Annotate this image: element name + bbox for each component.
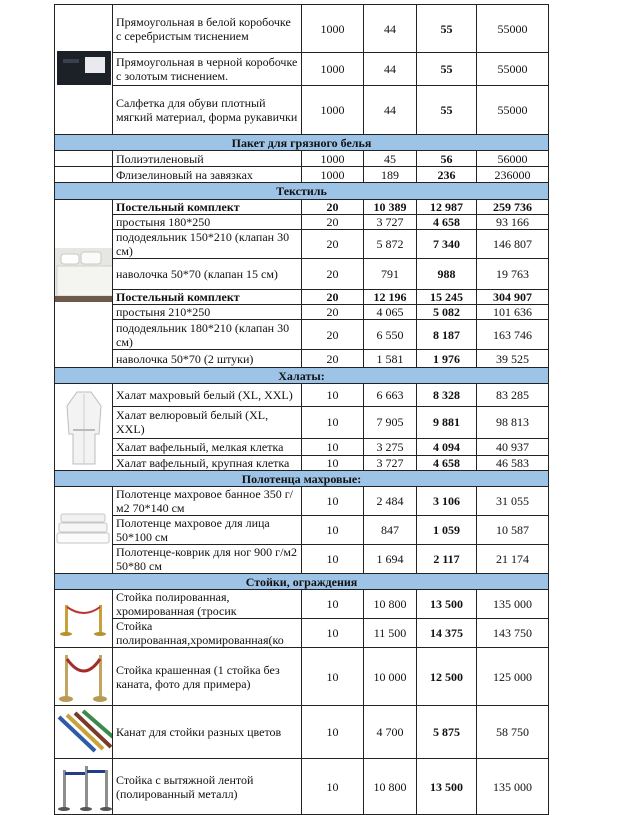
item-total: 55000: [477, 86, 549, 135]
table-row: [55, 86, 549, 135]
item-name: Флизелиновый на завязках: [113, 167, 302, 183]
item-total: 10 587: [477, 516, 549, 545]
item-cost: 791: [364, 259, 417, 290]
section-header-row: [55, 471, 549, 487]
bathrobe-photo: [55, 384, 113, 471]
towels-photo: [55, 487, 113, 574]
item-name: Халат велюровый белый (XL, XXL): [113, 406, 302, 439]
item-name: Стойка полированная, хромированная (тросик: [113, 590, 302, 619]
item-qty: 1000: [302, 86, 364, 135]
item-name: Постельный комплект: [113, 200, 302, 215]
item-qty: 1000: [302, 151, 364, 167]
item-price: 12 987: [417, 200, 477, 215]
item-cost: 6 663: [364, 384, 417, 407]
item-qty: 10: [302, 545, 364, 574]
item-name: Полиэтиленовый: [113, 151, 302, 167]
item-total: 31 055: [477, 487, 549, 516]
item-name: Постельный комплект: [113, 290, 302, 305]
item-cost: 7 905: [364, 406, 417, 439]
item-name: пододеяльник 180*210 (клапан 30 см): [113, 320, 302, 350]
item-cost: 3 727: [364, 455, 417, 470]
item-qty: 10: [302, 759, 364, 815]
item-price: 9 881: [417, 406, 477, 439]
item-cost: 45: [364, 151, 417, 167]
table-row: [55, 5, 549, 53]
item-name: Прямоугольная в белой коробочке с серебристым тиснением: [113, 5, 302, 53]
section-header-row: [55, 135, 549, 151]
stanchion-rope-photo: [55, 590, 113, 648]
item-total: 163 746: [477, 320, 549, 350]
item-name: Стойка с вытяжной лентой (полированный металл): [113, 759, 302, 815]
item-price: 7 340: [417, 230, 477, 259]
section-title: Стойки, ограждения: [55, 574, 549, 590]
section-header-row: [55, 183, 549, 200]
item-total: 55000: [477, 53, 549, 86]
item-qty: 10: [302, 439, 364, 455]
item-name: Полотенце-коврик для ног 900 г/м2 50*80 см: [113, 545, 302, 574]
item-name: Салфетка для обуви плотный мягкий материал, форма рукавички: [113, 86, 302, 135]
item-name: пододеяльник 150*210 (клапан 30 см): [113, 230, 302, 259]
item-total: 304 907: [477, 290, 549, 305]
item-cost: 44: [364, 86, 417, 135]
table-row: [55, 455, 549, 470]
item-total: 93 166: [477, 215, 549, 230]
table-row: [55, 259, 549, 290]
item-price: 988: [417, 259, 477, 290]
item-price: 236: [417, 167, 477, 183]
item-cost: 1 694: [364, 545, 417, 574]
table-row: [55, 290, 549, 305]
item-name: Полотенце махровое банное 350 г/м2 70*140 см: [113, 487, 302, 516]
table-row: [55, 320, 549, 350]
item-name: Прямоугольная в черной коробочке с золотым тиснением.: [113, 53, 302, 86]
item-qty: 20: [302, 290, 364, 305]
table-row: [55, 648, 549, 706]
item-price: 8 187: [417, 320, 477, 350]
section-header-row: [55, 574, 549, 590]
item-qty: 1000: [302, 167, 364, 183]
item-qty: 1000: [302, 53, 364, 86]
item-qty: 10: [302, 648, 364, 706]
item-cost: 847: [364, 516, 417, 545]
item-total: 83 285: [477, 384, 549, 407]
item-name: Халат махровый белый (XL, XXL): [113, 384, 302, 407]
slipper-box-photo: [55, 5, 113, 135]
item-qty: 1000: [302, 5, 364, 53]
table-row: [55, 384, 549, 407]
table-row: [55, 151, 549, 167]
item-price: 56: [417, 151, 477, 167]
item-qty: 10: [302, 384, 364, 407]
item-total: 135 000: [477, 759, 549, 815]
item-cost: 12 196: [364, 290, 417, 305]
table-row: [55, 439, 549, 455]
item-price: 5 875: [417, 706, 477, 759]
item-cost: 10 000: [364, 648, 417, 706]
item-total: 236000: [477, 167, 549, 183]
item-price: 13 500: [417, 759, 477, 815]
item-total: 143 750: [477, 619, 549, 648]
item-price: 55: [417, 53, 477, 86]
item-name: простыня 180*250: [113, 215, 302, 230]
item-cost: 4 065: [364, 305, 417, 320]
table-row: [55, 215, 549, 230]
table-row: [55, 350, 549, 368]
item-qty: 10: [302, 487, 364, 516]
table-row: [55, 759, 549, 815]
empty-photo-cell: [55, 151, 113, 167]
table-row: [55, 706, 549, 759]
item-name: Халат вафельный, мелкая клетка: [113, 439, 302, 455]
section-title: Халаты:: [55, 368, 549, 384]
item-price: 55: [417, 5, 477, 53]
item-cost: 44: [364, 53, 417, 86]
item-price: 4 658: [417, 215, 477, 230]
item-price: 2 117: [417, 545, 477, 574]
item-price: 55: [417, 86, 477, 135]
table-row: [55, 619, 549, 648]
item-cost: 10 800: [364, 590, 417, 619]
item-name: Стойка крашенная (1 стойка без каната, фото для примера): [113, 648, 302, 706]
item-cost: 4 700: [364, 706, 417, 759]
table-row: [55, 590, 549, 619]
item-cost: 1 581: [364, 350, 417, 368]
item-price: 13 500: [417, 590, 477, 619]
empty-photo-cell: [55, 167, 113, 183]
item-total: 101 636: [477, 305, 549, 320]
item-total: 55000: [477, 5, 549, 53]
item-total: 19 763: [477, 259, 549, 290]
item-price: 12 500: [417, 648, 477, 706]
stanchion-painted-photo: [55, 648, 113, 706]
item-total: 21 174: [477, 545, 549, 574]
item-name: Стойка полированная,хромированная(ко: [113, 619, 302, 648]
item-name: Канат для стойки разных цветов: [113, 706, 302, 759]
item-total: 259 736: [477, 200, 549, 215]
retractable-belt-stanchion-photo: [55, 759, 113, 815]
item-qty: 10: [302, 406, 364, 439]
table-row: [55, 53, 549, 86]
item-qty: 20: [302, 230, 364, 259]
item-cost: 6 550: [364, 320, 417, 350]
item-price: 8 328: [417, 384, 477, 407]
item-qty: 10: [302, 590, 364, 619]
item-qty: 20: [302, 350, 364, 368]
table-row: [55, 545, 549, 574]
table-row: [55, 230, 549, 259]
section-title: Полотенца махровые:: [55, 471, 549, 487]
item-price: 5 082: [417, 305, 477, 320]
item-cost: 44: [364, 5, 417, 53]
item-cost: 5 872: [364, 230, 417, 259]
item-qty: 20: [302, 200, 364, 215]
item-price: 14 375: [417, 619, 477, 648]
item-cost: 11 500: [364, 619, 417, 648]
item-cost: 10 800: [364, 759, 417, 815]
item-price: 15 245: [417, 290, 477, 305]
item-qty: 10: [302, 619, 364, 648]
item-total: 46 583: [477, 455, 549, 470]
section-title: Пакет для грязного белья: [55, 135, 549, 151]
item-cost: 3 727: [364, 215, 417, 230]
table-row: [55, 406, 549, 439]
item-total: 98 813: [477, 406, 549, 439]
item-cost: 189: [364, 167, 417, 183]
section-title: Текстиль: [55, 183, 549, 200]
item-total: 146 807: [477, 230, 549, 259]
item-qty: 10: [302, 516, 364, 545]
table-row: [55, 200, 549, 215]
section-header-row: [55, 368, 549, 384]
table-row: [55, 487, 549, 516]
item-total: 135 000: [477, 590, 549, 619]
item-qty: 20: [302, 259, 364, 290]
table-row: [55, 516, 549, 545]
item-name: наволочка 50*70 (2 штуки): [113, 350, 302, 368]
item-total: 56000: [477, 151, 549, 167]
item-price: 1 976: [417, 350, 477, 368]
item-price: 4 658: [417, 455, 477, 470]
item-qty: 10: [302, 455, 364, 470]
item-name: Полотенце махровое для лица 50*100 см: [113, 516, 302, 545]
item-qty: 20: [302, 320, 364, 350]
item-price: 4 094: [417, 439, 477, 455]
item-total: 39 525: [477, 350, 549, 368]
rope-colors-photo: [55, 706, 113, 759]
item-price: 3 106: [417, 487, 477, 516]
price-table: [54, 4, 549, 815]
bed-linen-photo: [55, 200, 113, 368]
table-row: [55, 167, 549, 183]
item-total: 40 937: [477, 439, 549, 455]
item-price: 1 059: [417, 516, 477, 545]
item-cost: 3 275: [364, 439, 417, 455]
item-qty: 10: [302, 706, 364, 759]
item-name: простыня 210*250: [113, 305, 302, 320]
item-qty: 20: [302, 215, 364, 230]
item-cost: 2 484: [364, 487, 417, 516]
item-name: наволочка 50*70 (клапан 15 см): [113, 259, 302, 290]
item-total: 125 000: [477, 648, 549, 706]
item-cost: 10 389: [364, 200, 417, 215]
item-total: 58 750: [477, 706, 549, 759]
table-row: [55, 305, 549, 320]
item-qty: 20: [302, 305, 364, 320]
item-name: Халат вафельный, крупная клетка: [113, 455, 302, 470]
